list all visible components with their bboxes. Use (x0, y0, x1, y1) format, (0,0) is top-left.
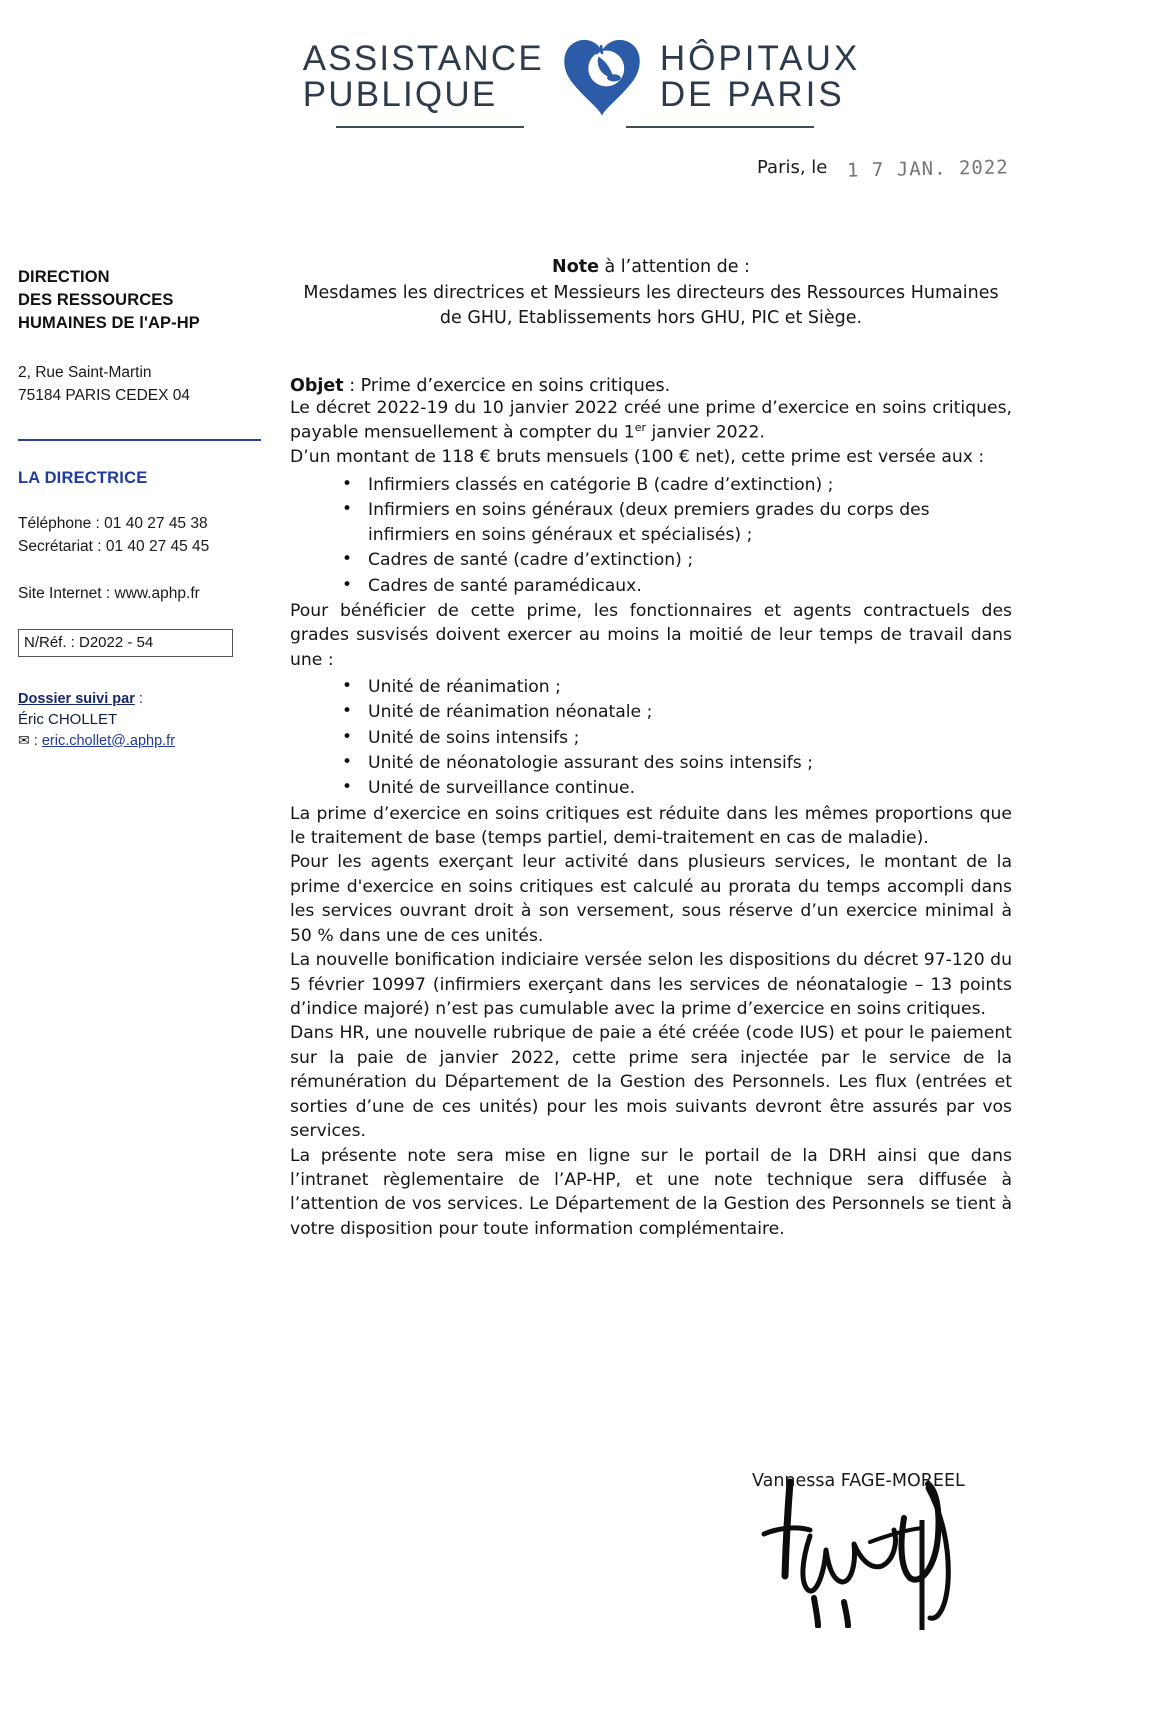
sidebar (18, 266, 268, 751)
list-item: • Unité de réanimation néonatale ; (346, 700, 1012, 725)
signatory-name: Vannessa FAGE-MOREEL (752, 1471, 965, 1491)
secretariat-line: Secrétariat : 01 40 27 45 45 (18, 538, 210, 556)
letterhead-left-words (302, 38, 544, 114)
paragraph-conditions: Pour bénéficier de cette prime, les fonctionnaires et agents contractuels des grades susvisés doivent exercer au moins la moitié de leur temps de travail dans une : (290, 600, 1012, 670)
reference-box: N/Réf. : D2022 - 54 (18, 629, 233, 657)
date-stamp: 1 7 JAN. 2022 (846, 156, 1009, 182)
letterhead-right-line1: HÔPITAUX (659, 38, 861, 78)
addressee-line-3: de GHU, Etablissements hors GHU, PIC et Siège. (439, 307, 863, 328)
letterhead-inner (303, 36, 860, 118)
beneficiaries-list (290, 473, 1012, 599)
dossier-email-row (18, 731, 268, 752)
list-item: • Unité de surveillance continue. (346, 776, 1012, 801)
address-line-2: 75184 PARIS CEDEX 04 (18, 386, 191, 404)
letterhead-right-line2: DE PARIS (659, 75, 845, 114)
director-title: LA DIRECTRICE (18, 469, 148, 488)
mail-separator: : (29, 732, 42, 749)
letter-body (290, 255, 1012, 1241)
department-block (18, 266, 268, 334)
paragraph-decret-part2: janvier 2022. (646, 422, 765, 443)
subject-line (290, 376, 1012, 396)
list-item: • Cadres de santé (cadre d’extinction) ; (346, 548, 1012, 573)
letterhead-right-words (659, 38, 861, 114)
department-line-1: DIRECTION (18, 268, 110, 286)
letterhead (0, 36, 1163, 118)
eligible-units-list (290, 675, 1012, 801)
paragraph-decret-part1: Le décret 2022-19 du 10 janvier 2022 créé une prime d’exercice en soins critiques, payable mensuellement à compter du 1 (290, 397, 1012, 443)
list-item: • Unité de néonatologie assurant des soins intensifs ; (346, 751, 1012, 776)
paragraph-paie: Dans HR, une nouvelle rubrique de paie a été créée (code IUS) et pour le paiement sur la paie de janvier 2022, cette prime sera injectée par le service de la rémunération du Département de la Gestion des Personnels. Les flux (entrées et sorties d’une de ces unités) pour les mois suivants devront être assurés par vos services. (290, 1023, 1012, 1142)
list-item: • Infirmiers en soins généraux (deux premiers grades du corps des infirmiers en soins généraux et spécialisés) ; (346, 498, 1012, 549)
dossier-email[interactable]: eric.chollet@.aphp.fr (41, 732, 176, 749)
envelope-icon: ✉ (18, 731, 30, 748)
letterhead-rule-left (336, 126, 524, 128)
note-keyword: Note (552, 257, 599, 277)
date-label: Paris, le (757, 157, 828, 178)
letterhead-rule-right (626, 126, 814, 128)
department-line-2: DES RESSOURCES (18, 290, 174, 309)
contact-block (18, 512, 268, 559)
sidebar-divider (18, 439, 261, 441)
aphp-heart-logo (558, 36, 646, 118)
dossier-label-row (18, 689, 268, 710)
addressee-block (290, 255, 1012, 331)
phone-line: Téléphone : 01 40 27 45 38 (18, 515, 208, 533)
dossier-label: Dossier suivi par (18, 690, 135, 707)
paragraph-prorata: Pour les agents exerçant leur activité dans plusieurs services, le montant de la prime d'exercice en soins critiques est calculé au prorata du temps accompli dans les services ouvrant droit à son versement, sous réserve d’un exercice minimal à 50 % dans une de ces unités. (290, 852, 1012, 946)
addressee-line-2: Mesdames les directrices et Messieurs les directeurs des Ressources Humaines (303, 282, 999, 303)
dossier-block (18, 689, 268, 751)
list-item: • Unité de réanimation ; (346, 675, 1012, 700)
signature-tail (919, 1520, 925, 1630)
paragraph-montant: D’un montant de 118 € bruts mensuels (100 € net), cette prime est versée aux : (290, 447, 985, 468)
addressee-line-1 (290, 255, 1012, 280)
note-rest: à l’attention de : (598, 257, 750, 277)
paragraph-diffusion: La présente note sera mise en ligne sur le portail de la DRH ainsi que dans l’intranet règlementaire de l’AP-HP, et une note technique sera diffusée à l’attention de vos services. Le Département de la Gestion des Personnels se tient à votre disposition pour toute information complémentaire. (290, 1145, 1012, 1239)
department-line-3: HUMAINES DE l'AP-HP (18, 313, 200, 332)
dossier-label-colon: : (134, 690, 143, 707)
handwritten-signature (752, 1478, 1012, 1628)
list-item: • Infirmiers classés en catégorie B (cadre d’extinction) ; (346, 473, 1012, 498)
website-line: Site Internet : www.aphp.fr (18, 584, 200, 602)
letterhead-left-line1: ASSISTANCE (302, 38, 544, 78)
paragraph-decret (290, 396, 1012, 446)
dossier-contact-name: Éric CHOLLET (18, 711, 118, 729)
list-item: • Unité de soins intensifs ; (346, 726, 1012, 751)
address-block (18, 362, 268, 407)
paragraph-bonification: La nouvelle bonification indiciaire versée selon les dispositions du décret 97-120 du 5 février 10997 (infirmiers exerçant dans les services de néonatalogie – 13 points d’indice majoré) n’est pas cumulable avec la prime d’exercice en soins critiques. (290, 950, 1012, 1019)
subject-text: : Prime d’exercice en soins critiques. (343, 375, 671, 396)
ordinal-suffix: er (634, 420, 646, 434)
subject-label: Objet (290, 375, 344, 396)
letterhead-left-line2: PUBLIQUE (302, 75, 498, 114)
address-line-1: 2, Rue Saint-Martin (18, 364, 152, 382)
list-item: • Cadres de santé paramédicaux. (346, 574, 1012, 599)
paragraph-reduction: La prime d’exercice en soins critiques est réduite dans les mêmes proportions que le traitement de base (temps partiel, demi-traitement en cas de maladie). (290, 803, 1012, 849)
